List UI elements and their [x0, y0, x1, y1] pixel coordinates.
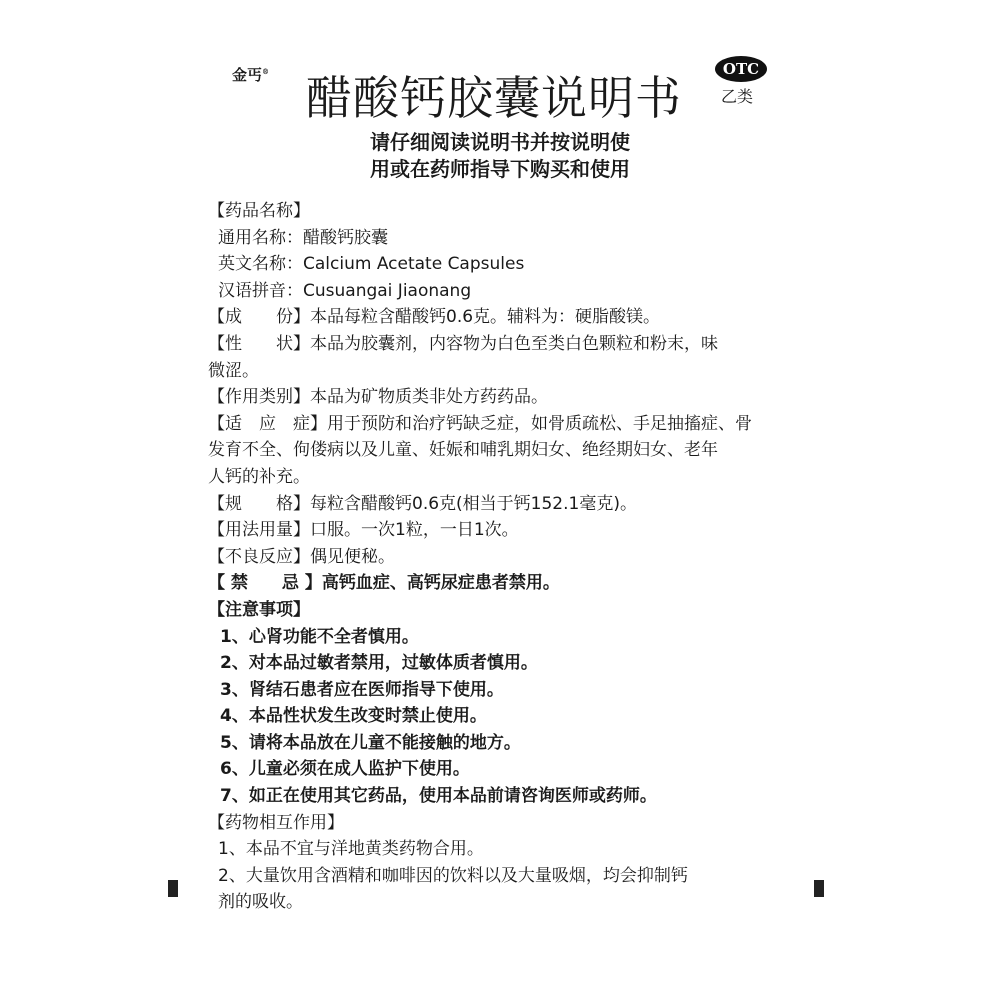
drug-name-header: 【药品名称】 — [208, 201, 310, 221]
properties-header: 【性 状】 — [208, 333, 310, 354]
document-title: 醋酸钙胶囊说明书 — [306, 71, 682, 125]
english-name-label: 英文名称： — [218, 254, 303, 275]
indications-text-3: 人钙的补充。 — [208, 466, 310, 487]
otc-badge: OTC — [715, 56, 767, 82]
contraindications-header: 【 禁 忌 】 — [208, 573, 322, 594]
pinyin-name-value: Cusuangai Jiaonang — [303, 280, 472, 301]
composition-header: 【成 份】 — [208, 307, 310, 328]
interactions-header: 【药物相互作用】 — [208, 812, 344, 833]
generic-name-value: 醋酸钙胶囊 — [303, 227, 388, 248]
interaction-item-1: 1、本品不宜与洋地黄类药物合用。 — [218, 839, 484, 860]
precaution-item: 3、肾结石患者应在医师指导下使用。 — [220, 679, 504, 700]
contraindications-text: 高钙血症、高钙尿症患者禁用。 — [321, 573, 560, 594]
registered-mark: ® — [262, 67, 270, 76]
properties-row — [208, 331, 788, 358]
specification-header: 【规 格】 — [208, 493, 310, 514]
specification-row — [208, 491, 788, 518]
precaution-item: 6、儿童必须在成人监护下使用。 — [220, 759, 470, 780]
precaution-item: 7、如正在使用其它药品，使用本品前请咨询医师或药师。 — [220, 786, 657, 807]
adverse-text: 偶见便秘。 — [310, 546, 395, 567]
category-header: 【作用类别】 — [208, 387, 310, 408]
indications-row — [208, 411, 788, 438]
english-name-row — [208, 251, 788, 278]
composition-text: 本品每粒含醋酸钙0.6克。辅料为：硬脂酸镁。 — [310, 307, 661, 328]
pinyin-name-row — [208, 278, 788, 305]
precaution-item: 1、心肾功能不全者慎用。 — [220, 626, 419, 647]
dosage-row — [208, 517, 788, 544]
precaution-item: 4、本品性状发生改变时禁止使用。 — [220, 706, 487, 727]
indications-header: 【适 应 症】 — [208, 413, 327, 434]
properties-text-2: 微涩。 — [208, 360, 259, 381]
interaction-item-2-line-2: 剂的吸收。 — [218, 892, 303, 913]
contraindications-row — [208, 570, 788, 597]
brand-logo: 金丐® — [232, 66, 270, 84]
specification-text: 每粒含醋酸钙0.6克(相当于钙152.1毫克)。 — [310, 493, 637, 514]
otc-class-label: 乙类 — [721, 87, 754, 106]
generic-name-label: 通用名称： — [218, 227, 303, 248]
dosage-header: 【用法用量】 — [208, 520, 310, 541]
composition-row — [208, 304, 788, 331]
precaution-item: 5、请将本品放在儿童不能接触的地方。 — [220, 732, 521, 753]
category-row — [208, 384, 788, 411]
pinyin-name-label: 汉语拼音： — [218, 280, 303, 301]
category-text: 本品为矿物质类非处方药药品。 — [310, 387, 548, 408]
generic-name-row — [208, 225, 788, 252]
registration-mark-right — [814, 880, 824, 897]
warning-line-1: 请仔细阅读说明书并按说明使 — [370, 130, 630, 154]
registration-mark-left — [168, 880, 178, 897]
indications-text-1: 用于预防和治疗钙缺乏症，如骨质疏松、手足抽搐症、骨 — [327, 413, 752, 434]
adverse-header: 【不良反应】 — [208, 546, 310, 567]
properties-text-1: 本品为胶囊剂，内容物为白色至类白色颗粒和粉末，味 — [310, 333, 718, 354]
leaflet-content — [208, 198, 788, 916]
precaution-item: 2、对本品过敏者禁用，过敏体质者慎用。 — [220, 653, 538, 674]
english-name-value: Calcium Acetate Capsules — [303, 254, 525, 275]
interaction-item-2-line-1: 2、大量饮用含酒精和咖啡因的饮料以及大量吸烟，均会抑制钙 — [218, 865, 688, 886]
adverse-row — [208, 544, 788, 571]
precautions-header: 【注意事项】 — [208, 599, 310, 620]
dosage-text: 口服。一次1粒，一日1次。 — [310, 520, 519, 541]
indications-text-2: 发育不全、佝偻病以及儿童、妊娠和哺乳期妇女、绝经期妇女、老年 — [208, 440, 718, 461]
warning-line-2: 用或在药师指导下购买和使用 — [370, 157, 630, 181]
